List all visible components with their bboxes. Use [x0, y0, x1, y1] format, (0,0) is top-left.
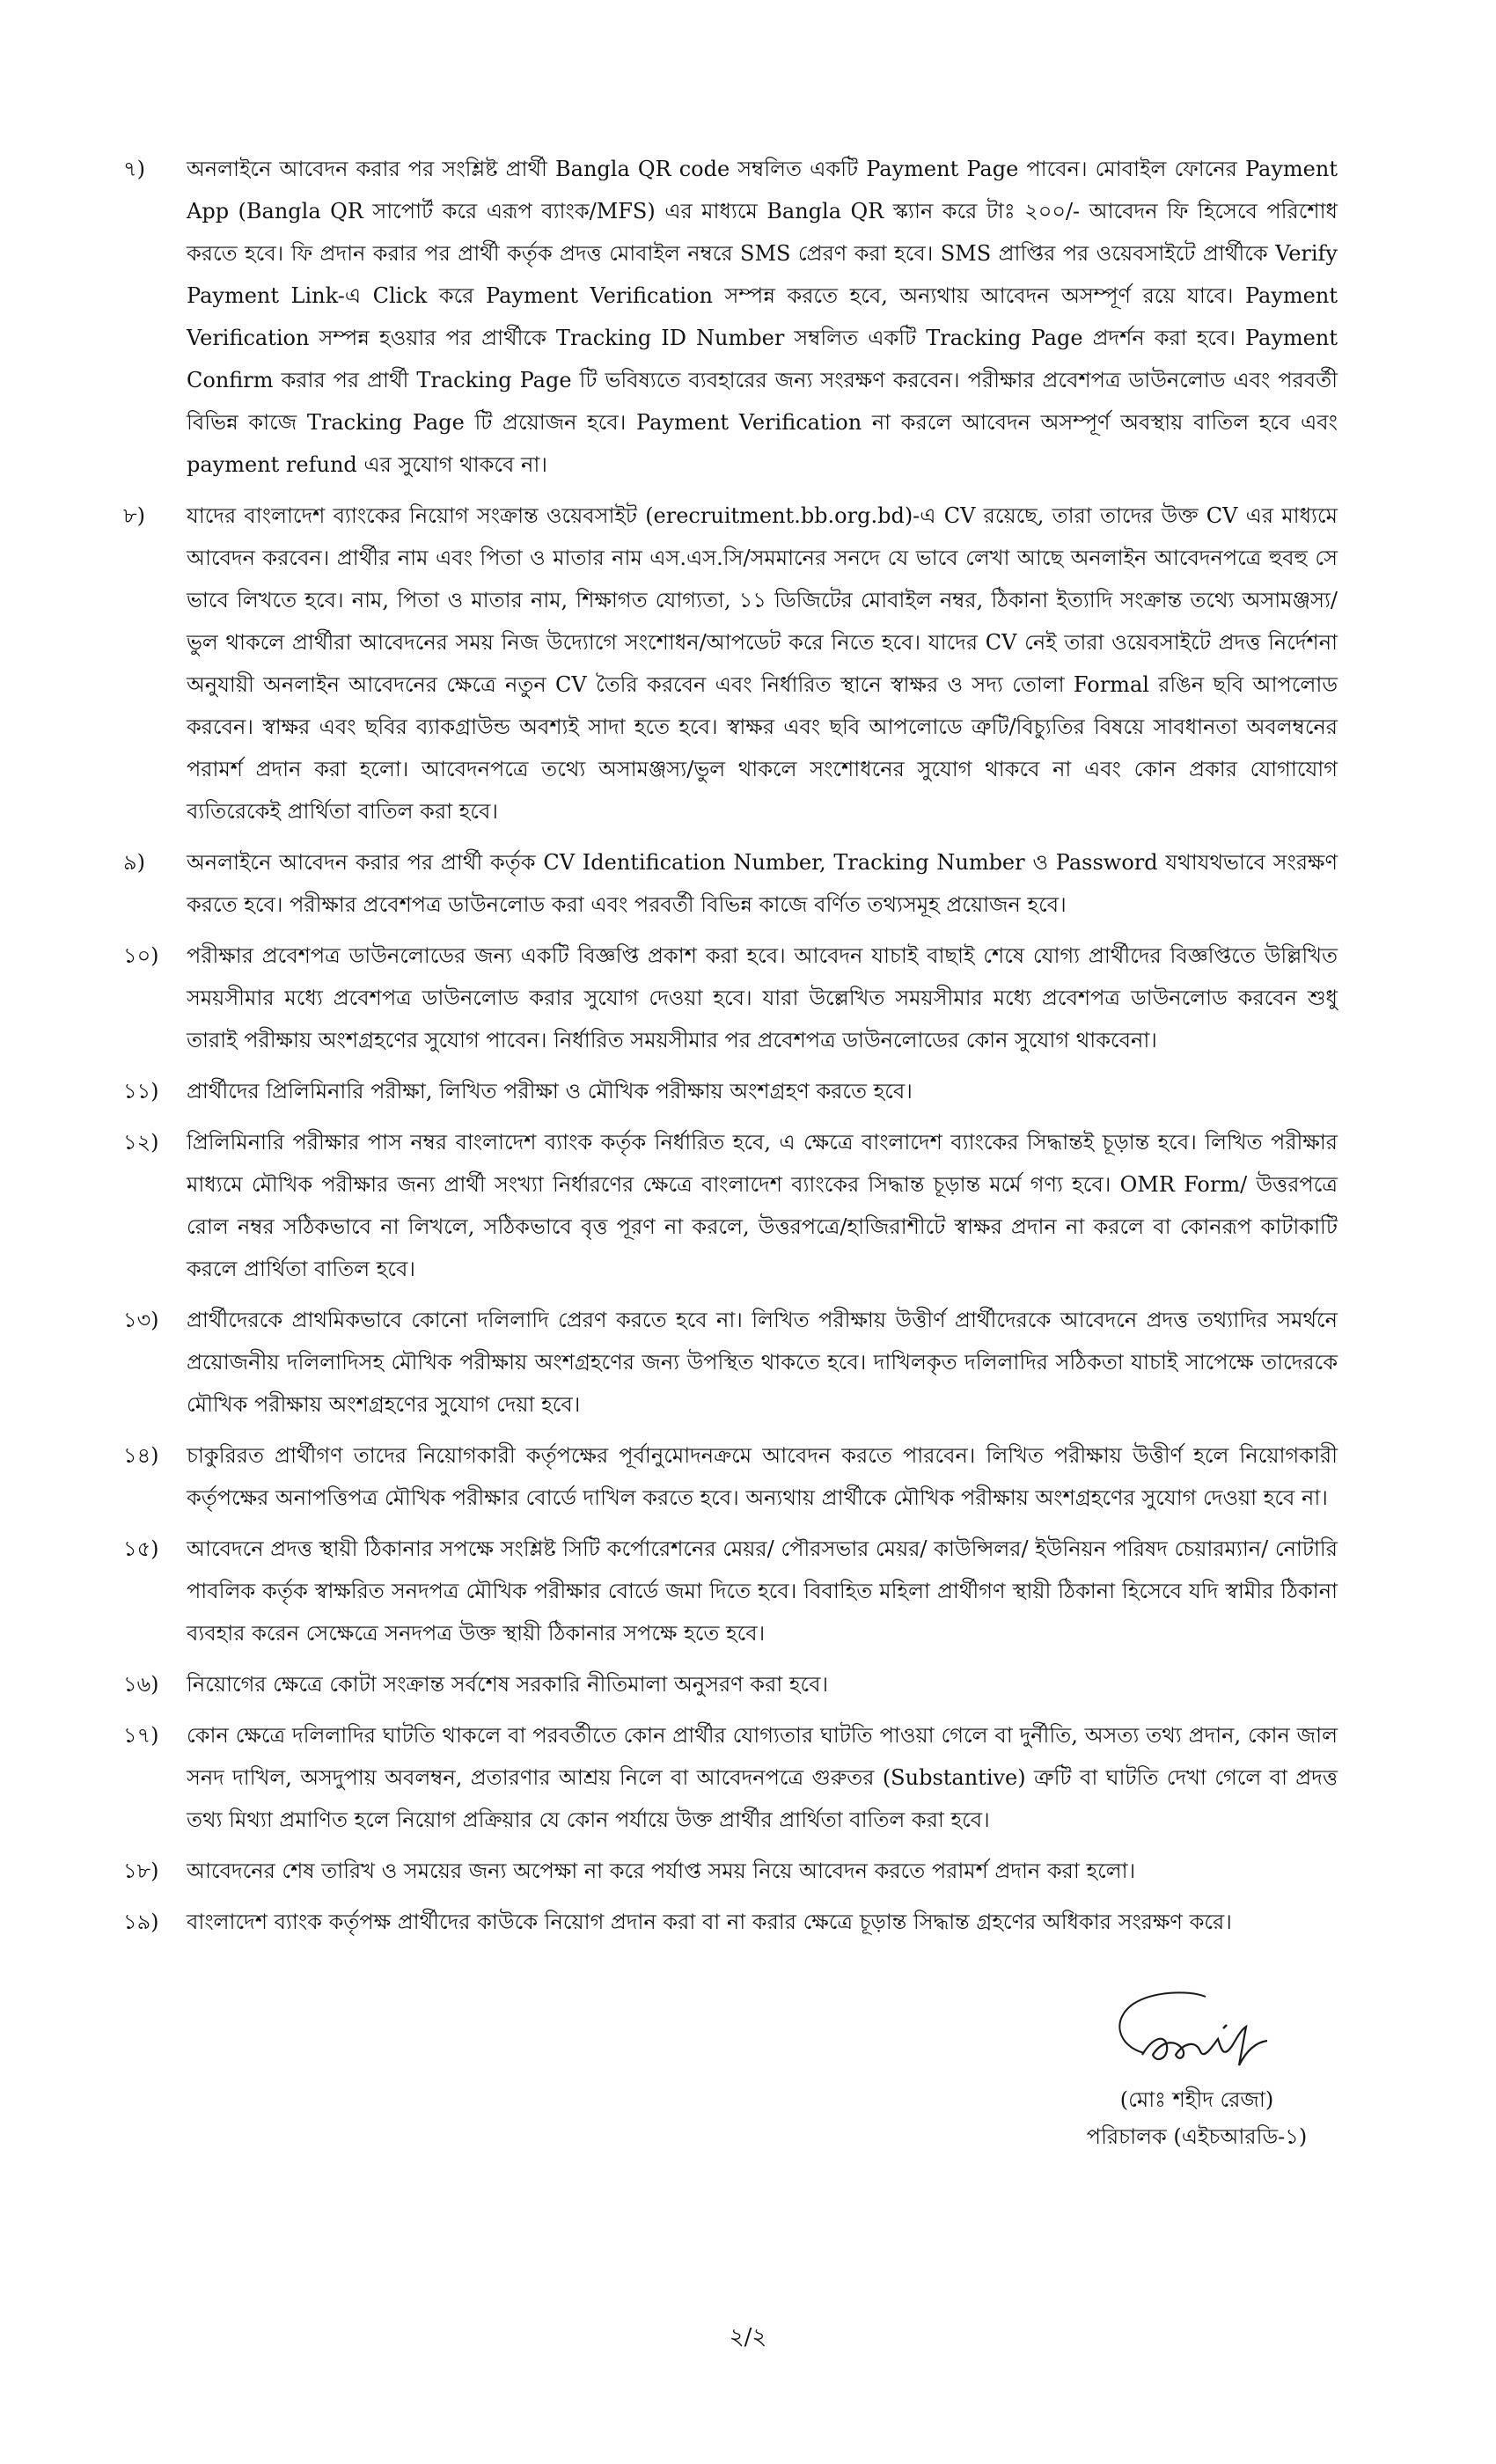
item-number: ৭) [123, 157, 145, 181]
list-item [123, 148, 1338, 486]
item-text: আবেদনে প্রদত্ত স্থায়ী ঠিকানার সপক্ষে সংশ্লিষ্ট সিটি কর্পোরেশনের মেয়র/ পৌরসভার মেয়র/ কাউন্সিলর/ ইউনিয়ন পরিষদ চেয়ারম্যান/ নোটারি পাবলিক কর্তৃক স্বাক্ষরিত সনদপত্র মৌখিক পরীক্ষার বোর্ডে জমা দিতে হবে। বিবাহিত মহিলা প্রার্থীগণ স্থায়ী ঠিকানা হিসেবে যদি স্বামীর ঠিকানা ব্যবহার করেন সেক্ষেত্রে সনদপত্র উক্ত স্থায়ী ঠিকানার সপক্ষে হতে হবে। [187, 1536, 1338, 1646]
item-text: প্রার্থীদেরকে প্রাথমিকভাবে কোনো দলিলাদি প্রেরণ করতে হবে না। লিখিত পরীক্ষায় উত্তীর্ণ প্রার্থীদেরকে আবেদনে প্রদত্ত তথ্যাদির সমর্থনে প্রয়োজনীয় দলিলাদিসহ মৌখিক পরীক্ষায় অংশগ্রহণের জন্য উপস্থিত থাকতে হবে। দাখিলকৃত দলিলাদির সঠিকতা যাচাই সাপেক্ষে তাদেরকে মৌখিক পরীক্ষায় অংশগ্রহণের সুযোগ দেয়া হবে। [187, 1308, 1338, 1417]
instruction-list [123, 148, 1338, 1952]
item-text: বাংলাদেশ ব্যাংক কর্তৃপক্ষ প্রার্থীদের কাউকে নিয়োগ প্রদান করা বা না করার ক্ষেত্রে চূড়ান্ত সিদ্ধান্ত গ্রহণের অধিকার সংরক্ষণ করে। [187, 1910, 1232, 1934]
item-text: অনলাইনে আবেদন করার পর প্রার্থী কর্তৃক CV Identification Number, Tracking Number ও Password যথাযথভাবে সংরক্ষণ করতে হবে। পরীক্ষার প্রবেশপত্র ডাউনলোড করা এবং পরবর্তী বিভিন্ন কাজে বর্ণিত তথ্যসমূহ প্রয়োজন হবে। [187, 850, 1338, 917]
item-text: চাকুরিরত প্রার্থীগণ তাদের নিয়োগকারী কর্তৃপক্ষের পূর্বানুমোদনক্রমে আবেদন করতে পারবেন। লিখিত পরীক্ষায় উত্তীর্ণ হলে নিয়োগকারী কর্তৃপক্ষের অনাপত্তিপত্র মৌখিক পরীক্ষার বোর্ডে দাখিল করতে হবে। অন্যথায় প্রার্থীকে মৌখিক পরীক্ষায় অংশগ্রহণের সুযোগ দেওয়া হবে না। [187, 1443, 1338, 1510]
item-text: অনলাইনে আবেদন করার পর সংশ্লিষ্ট প্রার্থী Bangla QR code সম্বলিত একটি Payment Page পাবেন। মোবাইল ফোনের Payment App (Bangla QR সাপোর্ট করে এরূপ ব্যাংক/MFS) এর মাধ্যমে Bangla QR স্ক্যান করে টাঃ ২০০/- আবেদন ফি হিসেবে পরিশোধ করতে হবে। ফি প্রদান করার পর প্রার্থী কর্তৃক প্রদত্ত মোবাইল নম্বরে SMS প্রেরণ করা হবে। SMS প্রাপ্তির পর ওয়েবসাইটে প্রার্থীকে Verify Payment Link-এ Click করে Payment Verification সম্পন্ন করতে হবে, অন্যথায় আবেদন অসম্পূর্ণ রয়ে যাবে। Payment Verification সম্পন্ন হওয়ার পর প্রার্থীকে Tracking ID Number সম্বলিত একটি Tracking Page প্রদর্শন করা হবে। Payment Confirm করার পর প্রার্থী Tracking Page টি ভবিষ্যতে ব্যবহারের জন্য সংরক্ষণ করবেন। পরীক্ষার প্রবেশপত্র ডাউনলোড এবং পরবর্তী বিভিন্ন কাজে Tracking Page টি প্রয়োজন হবে। Payment Verification না করলে আবেদন অসম্পূর্ণ অবস্থায় বাতিল হবে এবং payment refund এর সুযোগ থাকবে না। [187, 157, 1338, 477]
item-number: ৮) [123, 503, 145, 528]
signature-block [1056, 1984, 1338, 2155]
item-number: ১৯) [123, 1910, 159, 1934]
item-text: প্রার্থীদের প্রিলিমিনারি পরীক্ষা, লিখিত পরীক্ষা ও মৌখিক পরীক্ষায় অংশগ্রহণ করতে হবে। [187, 1079, 913, 1104]
item-number: ১০) [123, 943, 159, 968]
item-text: পরীক্ষার প্রবেশপত্র ডাউনলোডের জন্য একটি বিজ্ঞপ্তি প্রকাশ করা হবে। আবেদন যাচাই বাছাই শেষে যোগ্য প্রার্থীদের বিজ্ঞপ্তিতে উল্লিখিত সময়সীমার মধ্যে প্রবেশপত্র ডাউনলোড করার সুযোগ দেওয়া হবে। যারা উল্লেখিত সময়সীমার মধ্যে প্রবেশপত্র ডাউনলোড করবেন শুধু তারাই পরীক্ষায় অংশগ্রহণের সুযোগ পাবেন। নির্ধারিত সময়সীমার পর প্রবেশপত্র ডাউনলোডের কোন সুযোগ থাকবেনা। [187, 943, 1338, 1052]
item-text: নিয়োগের ক্ষেত্রে কোটা সংক্রান্ত সর্বশেষ সরকারি নীতিমালা অনুসরণ করা হবে। [187, 1672, 829, 1697]
item-text: যাদের বাংলাদেশ ব্যাংকের নিয়োগ সংক্রান্ত ওয়েবসাইট (erecruitment.bb.org.bd)-এ CV রয়েছে, তারা তাদের উক্ত CV এর মাধ্যমে আবেদন করবেন। প্রার্থীর নাম এবং পিতা ও মাতার নাম এস.এস.সি/সমমানের সনদে যে ভাবে লেখা আছে অনলাইন আবেদনপত্রে হুবহু সে ভাবে লিখতে হবে। নাম, পিতা ও মাতার নাম, শিক্ষাগত যোগ্যতা, ১১ ডিজিটের মোবাইল নম্বর, ঠিকানা ইত্যাদি সংক্রান্ত তথ্যে অসামঞ্জস্য/ভুল থাকলে প্রার্থীরা আবেদনের সময় নিজ উদ্যোগে সংশোধন/আপডেট করে নিতে হবে। যাদের CV নেই তারা ওয়েবসাইটে প্রদত্ত নির্দেশনা অনুযায়ী অনলাইন আবেদনের ক্ষেত্রে নতুন CV তৈরি করবেন এবং নির্ধারিত স্থানে স্বাক্ষর ও সদ্য তোলা Formal রঙিন ছবি আপলোড করবেন। স্বাক্ষর এবং ছবির ব্যাকগ্রাউন্ড অবশ্যই সাদা হতে হবে। স্বাক্ষর এবং ছবি আপলোডে ত্রুটি/বিচ্যুতির বিষয়ে সাবধানতা অবলম্বনের পরামর্শ প্রদান করা হলো। আবেদনপত্রে তথ্যে অসামঞ্জস্য/ভুল থাকলে সংশোধনের সুযোগ থাকবে না এবং কোন প্রকার যোগাযোগ ব্যতিরেকেই প্রার্থিতা বাতিল করা হবে। [187, 503, 1338, 824]
item-number: ১২) [123, 1130, 159, 1155]
item-text: আবেদনের শেষ তারিখ ও সময়ের জন্য অপেক্ষা না করে পর্যাপ্ত সময় নিয়ে আবেদন করতে পরামর্শ প্রদান করা হলো। [187, 1859, 1136, 1883]
list-item [123, 1070, 1338, 1112]
list-item [123, 935, 1338, 1061]
list-item [123, 1663, 1338, 1705]
list-item [123, 495, 1338, 832]
list-item [123, 1714, 1338, 1841]
item-text: প্রিলিমিনারি পরীক্ষার পাস নম্বর বাংলাদেশ ব্যাংক কর্তৃক নির্ধারিত হবে, এ ক্ষেত্রে বাংলাদেশ ব্যাংকের সিদ্ধান্তই চূড়ান্ত হবে। লিখিত পরীক্ষার মাধ্যমে মৌখিক পরীক্ষার জন্য প্রার্থী সংখ্যা নির্ধারণের ক্ষেত্রে বাংলাদেশ ব্যাংকের সিদ্ধান্ত চূড়ান্ত মর্মে গণ্য হবে। OMR Form/ উত্তরপত্রে রোল নম্বর সঠিকভাবে না লিখলে, সঠিকভাবে বৃত্ত পূরণ না করলে, উত্তরপত্রে/হাজিরাশীটে স্বাক্ষর প্রদান না করলে বা কোনরূপ কাটাকাটি করলে প্রার্থিতা বাতিল হবে। [187, 1130, 1338, 1281]
item-number: ১৩) [123, 1308, 159, 1332]
item-number: ১৫) [123, 1536, 159, 1561]
item-number: ১৬) [123, 1672, 159, 1697]
list-item [123, 1121, 1338, 1290]
item-number: ১৮) [123, 1859, 159, 1883]
signer-title: পরিচালক (এইচআরডি-১) [1086, 2124, 1308, 2149]
list-item [123, 1434, 1338, 1519]
item-text: কোন ক্ষেত্রে দলিলাদির ঘাটতি থাকলে বা পরবর্তীতে কোন প্রার্থীর যোগ্যতার ঘাটতি পাওয়া গেলে বা দুর্নীতি, অসত্য তথ্য প্রদান, কোন জাল সনদ দাখিল, অসদুপায় অবলম্বন, প্রতারণার আশ্রয় নিলে বা আবেদনপত্রে গুরুতর (Substantive) ত্রুটি বা ঘাটতি দেখা গেলে বা প্রদত্ত তথ্য মিথ্যা প্রমাণিত হলে নিয়োগ প্রক্রিয়ার যে কোন পর্যায়ে উক্ত প্রার্থীর প্রার্থিতা বাতিল করা হবে। [187, 1723, 1338, 1832]
item-number: ১৪) [123, 1443, 159, 1468]
list-item [123, 1299, 1338, 1426]
handwritten-signature [1091, 1984, 1302, 2081]
list-item [123, 841, 1338, 926]
item-number: ৯) [123, 850, 145, 875]
signer-name: (মোঃ শহীদ রেজা) [1119, 2087, 1274, 2112]
list-item [123, 1850, 1338, 1892]
item-number: ১৭) [123, 1723, 159, 1748]
item-number: ১১) [123, 1079, 159, 1104]
list-item [123, 1528, 1338, 1654]
page-number: ২/২ [729, 2324, 767, 2350]
list-item [123, 1901, 1338, 1943]
